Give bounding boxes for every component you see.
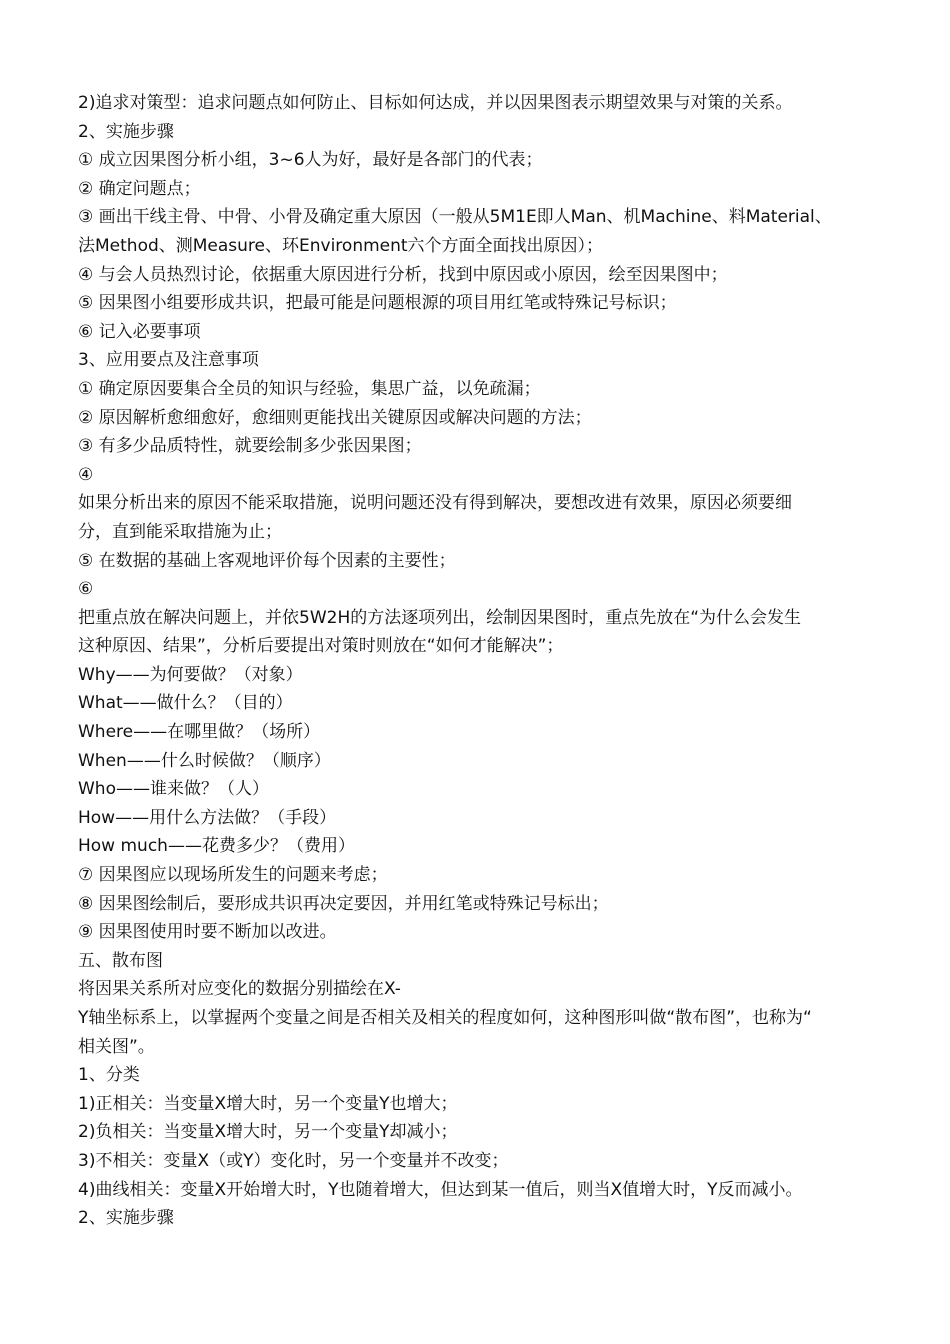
section-heading: 2、实施步骤 [78, 121, 174, 142]
five-w-two-h-item: Where——在哪里做？（场所） [78, 722, 321, 743]
list-item: ③ 画出干线主骨、中骨、小骨及确定重大原因（一般从5M1E即人Man、机Machine、料Material、 [78, 207, 832, 228]
list-item: ⑤ 在数据的基础上客观地评价每个因素的主要性； [78, 550, 456, 571]
list-item: 1)正相关：当变量X增大时，另一个变量Y也增大； [78, 1093, 458, 1114]
list-item: 2)负相关：当变量X增大时，另一个变量Y却减小； [78, 1122, 458, 1143]
list-item-marker: ⑥ [78, 579, 94, 600]
text-line: 如果分析出来的原因不能采取措施，说明问题还没有得到解决，要想改进有效果，原因必须要细 [78, 493, 792, 514]
section-heading: 3、应用要点及注意事项 [78, 350, 259, 371]
chapter-heading: 五、散布图 [78, 950, 163, 971]
list-item: 4)曲线相关：变量X开始增大时，Y也随着增大，但达到某一值后，则当X值增大时，Y反而减小。 [78, 1179, 803, 1200]
section-heading: 2、实施步骤 [78, 1208, 174, 1229]
five-w-two-h-item: When——什么时候做？（顺序） [78, 750, 331, 771]
list-item-continuation: 法Method、测Measure、环Environment六个方面全面找出原因）； [78, 235, 604, 256]
section-heading: 1、分类 [78, 1065, 140, 1086]
list-item: ⑥ 记入必要事项 [78, 321, 201, 342]
list-item: ① 成立因果图分析小组，3~6人为好，最好是各部门的代表； [78, 150, 543, 171]
five-w-two-h-item: How——用什么方法做？（手段） [78, 807, 337, 828]
text-line: 将因果关系所对应变化的数据分别描绘在X- [78, 979, 401, 1000]
text-line: 把重点放在解决问题上，并依5W2H的方法逐项列出，绘制因果图时，重点先放在“为什么会发生 [78, 607, 802, 628]
list-item: ④ 与会人员热烈讨论，依据重大原因进行分析，找到中原因或小原因，绘至因果图中； [78, 264, 728, 285]
list-item: ⑧ 因果图绘制后，要形成共识再决定要因，并用红笔或特殊记号标出； [78, 893, 609, 914]
list-item: ② 原因解析愈细愈好，愈细则更能找出关键原因或解决问题的方法； [78, 407, 592, 428]
list-item: ① 确定原因要集合全员的知识与经验，集思广益，以免疏漏； [78, 378, 541, 399]
list-item: ⑤ 因果图小组要形成共识，把最可能是问题根源的项目用红笔或特殊记号标识； [78, 293, 677, 314]
five-w-two-h-item: How much——花费多少？（费用） [78, 836, 355, 857]
five-w-two-h-item: Who——谁来做？（人） [78, 779, 269, 800]
text-line: 这种原因、结果”，分析后要提出对策时则放在“如何才能解决”； [78, 636, 564, 657]
list-item: ② 确定问题点； [78, 178, 201, 199]
list-item: ③ 有多少品质特性，就要绘制多少张因果图； [78, 436, 422, 457]
text-line: 相关图”。 [78, 1036, 155, 1057]
list-item-marker: ④ [78, 464, 94, 485]
text-line: Y轴坐标系上，以掌握两个变量之间是否相关及相关的程度如何，这种图形叫做“散布图”，也称为“ [78, 1008, 812, 1028]
list-item: ⑨ 因果图使用时要不断加以改进。 [78, 922, 337, 943]
list-item: ⑦ 因果图应以现场所发生的问题来考虑； [78, 865, 388, 886]
five-w-two-h-item: What——做什么？（目的） [78, 693, 293, 714]
document-page [78, 89, 878, 1233]
text-line: 分，直到能采取措施为止； [78, 521, 282, 542]
list-item: 3)不相关：变量X（或Y）变化时，另一个变量并不改变； [78, 1150, 509, 1171]
five-w-two-h-item: Why——为何要做？（对象） [78, 664, 303, 685]
text-line: 2)追求对策型：追求问题点如何防止、目标如何达成，并以因果图表示期望效果与对策的关系。 [78, 93, 793, 113]
